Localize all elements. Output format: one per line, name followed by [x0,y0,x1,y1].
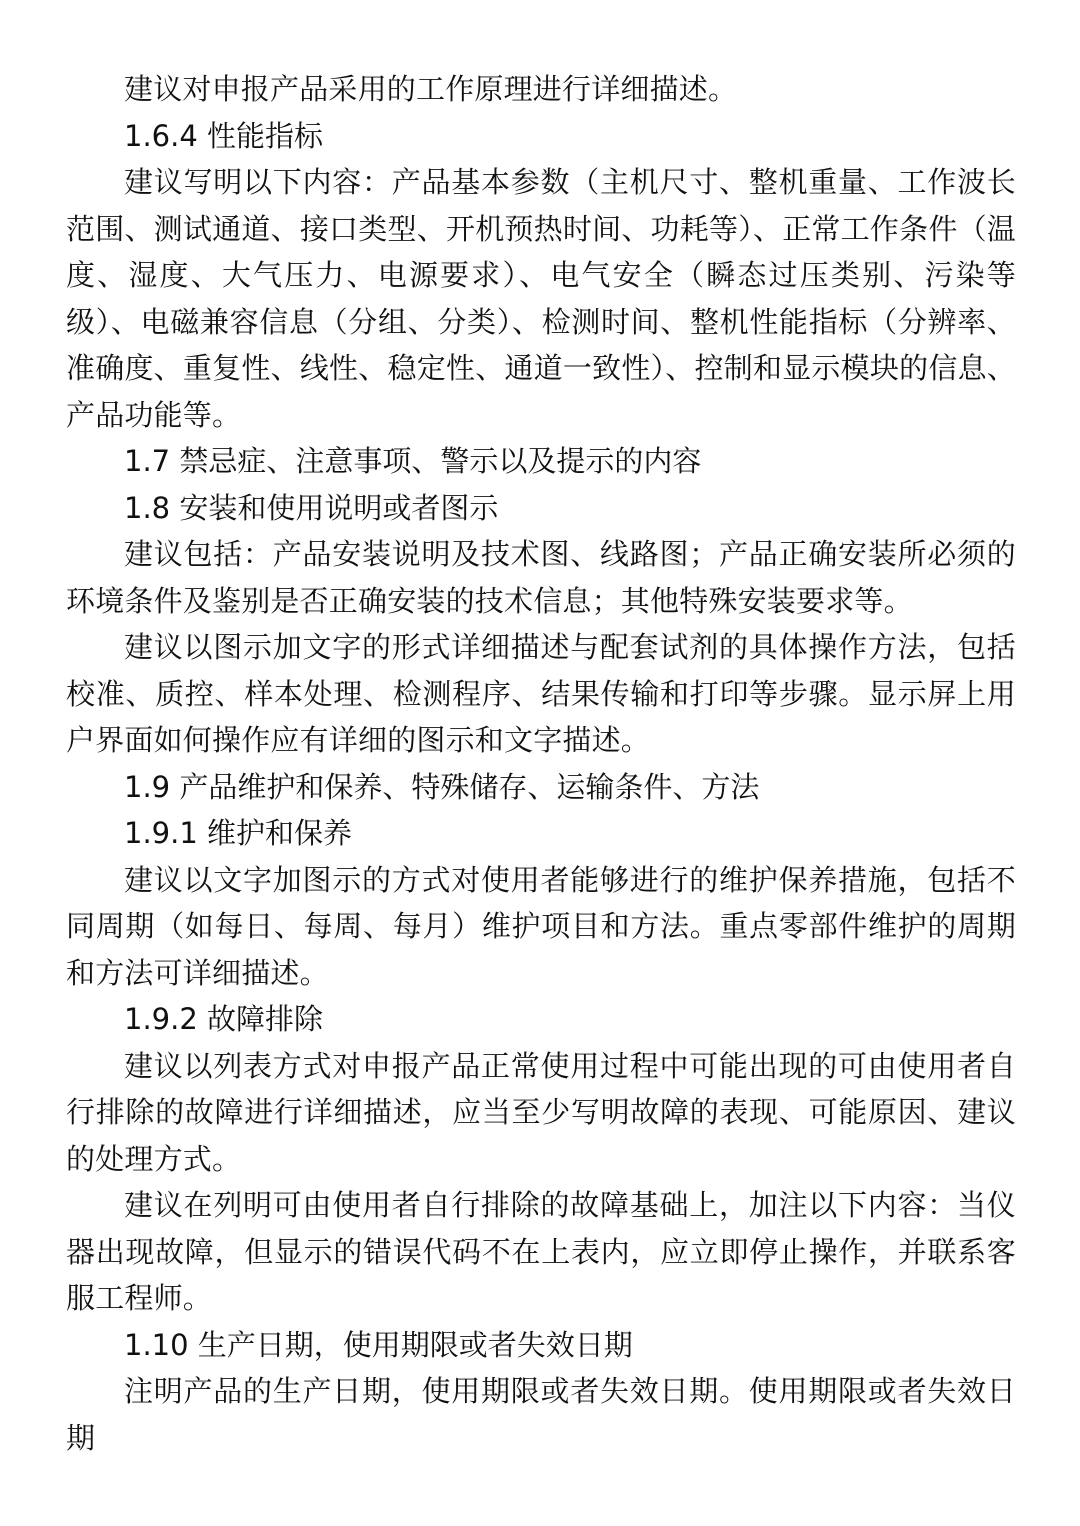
heading-1-8: 1.8 安装和使用说明或者图示 [124,490,499,525]
paragraph-production-date: 注明产品的生产日期，使用期限或者失效日期。使用期限或者失效日期 [66,1374,1016,1455]
heading-1-6-4: 1.6.4 性能指标 [124,118,324,153]
document-page [66,66,1016,1461]
paragraph-operation-method: 建议以图示加文字的形式详细描述与配套试剂的具体操作方法，包括校准、质控、样本处理、检测程序、结果传输和打印等步骤。显示屏上用户界面如何操作应有详细的图示和文字描述。 [66,630,1016,757]
paragraph-working-principle: 建议对申报产品采用的工作原理进行详细描述。 [124,72,738,106]
paragraph-installation: 建议包括：产品安装说明及技术图、线路图；产品正确安装所必须的环境条件及鉴别是否正确安装的技术信息；其他特殊安装要求等。 [66,537,1016,618]
heading-1-9-2: 1.9.2 故障排除 [124,1002,324,1036]
paragraph-performance-indicators: 建议写明以下内容：产品基本参数（主机尺寸、整机重量、工作波长范围、测试通道、接口类型、开机预热时间、功耗等）、正常工作条件（温度、湿度、大气压力、电源要求）、电气安全（瞬态过压类别、污染等级）、电磁兼容信息（分组、分类）、检测时间、整机性能指标（分辨率、准确度、重复性、线性、稳定性、通道一致性）、控制和显示模块的信息、产品功能等。 [66,165,1016,432]
paragraph-troubleshooting: 建议以列表方式对申报产品正常使用过程中可能出现的可由使用者自行排除的故障进行详细描述，应当至少写明故障的表现、可能原因、建议的处理方式。 [66,1048,1016,1176]
heading-1-10: 1.10 生产日期，使用期限或者失效日期 [124,1327,633,1362]
heading-1-9-1: 1.9.1 维护和保养 [124,816,353,850]
heading-1-9: 1.9 产品维护和保养、特殊储存、运输条件、方法 [124,769,760,804]
paragraph-maintenance: 建议以文字加图示的方式对使用者能够进行的维护保养措施，包括不同周期（如每日、每周、每月）维护项目和方法。重点零部件维护的周期和方法可详细描述。 [66,862,1016,990]
paragraph-error-code-note: 建议在列明可由使用者自行排除的故障基础上，加注以下内容：当仪器出现故障，但显示的错误代码不在上表内，应立即停止操作，并联系客服工程师。 [66,1188,1016,1315]
heading-1-7: 1.7 禁忌症、注意事项、警示以及提示的内容 [124,444,702,478]
